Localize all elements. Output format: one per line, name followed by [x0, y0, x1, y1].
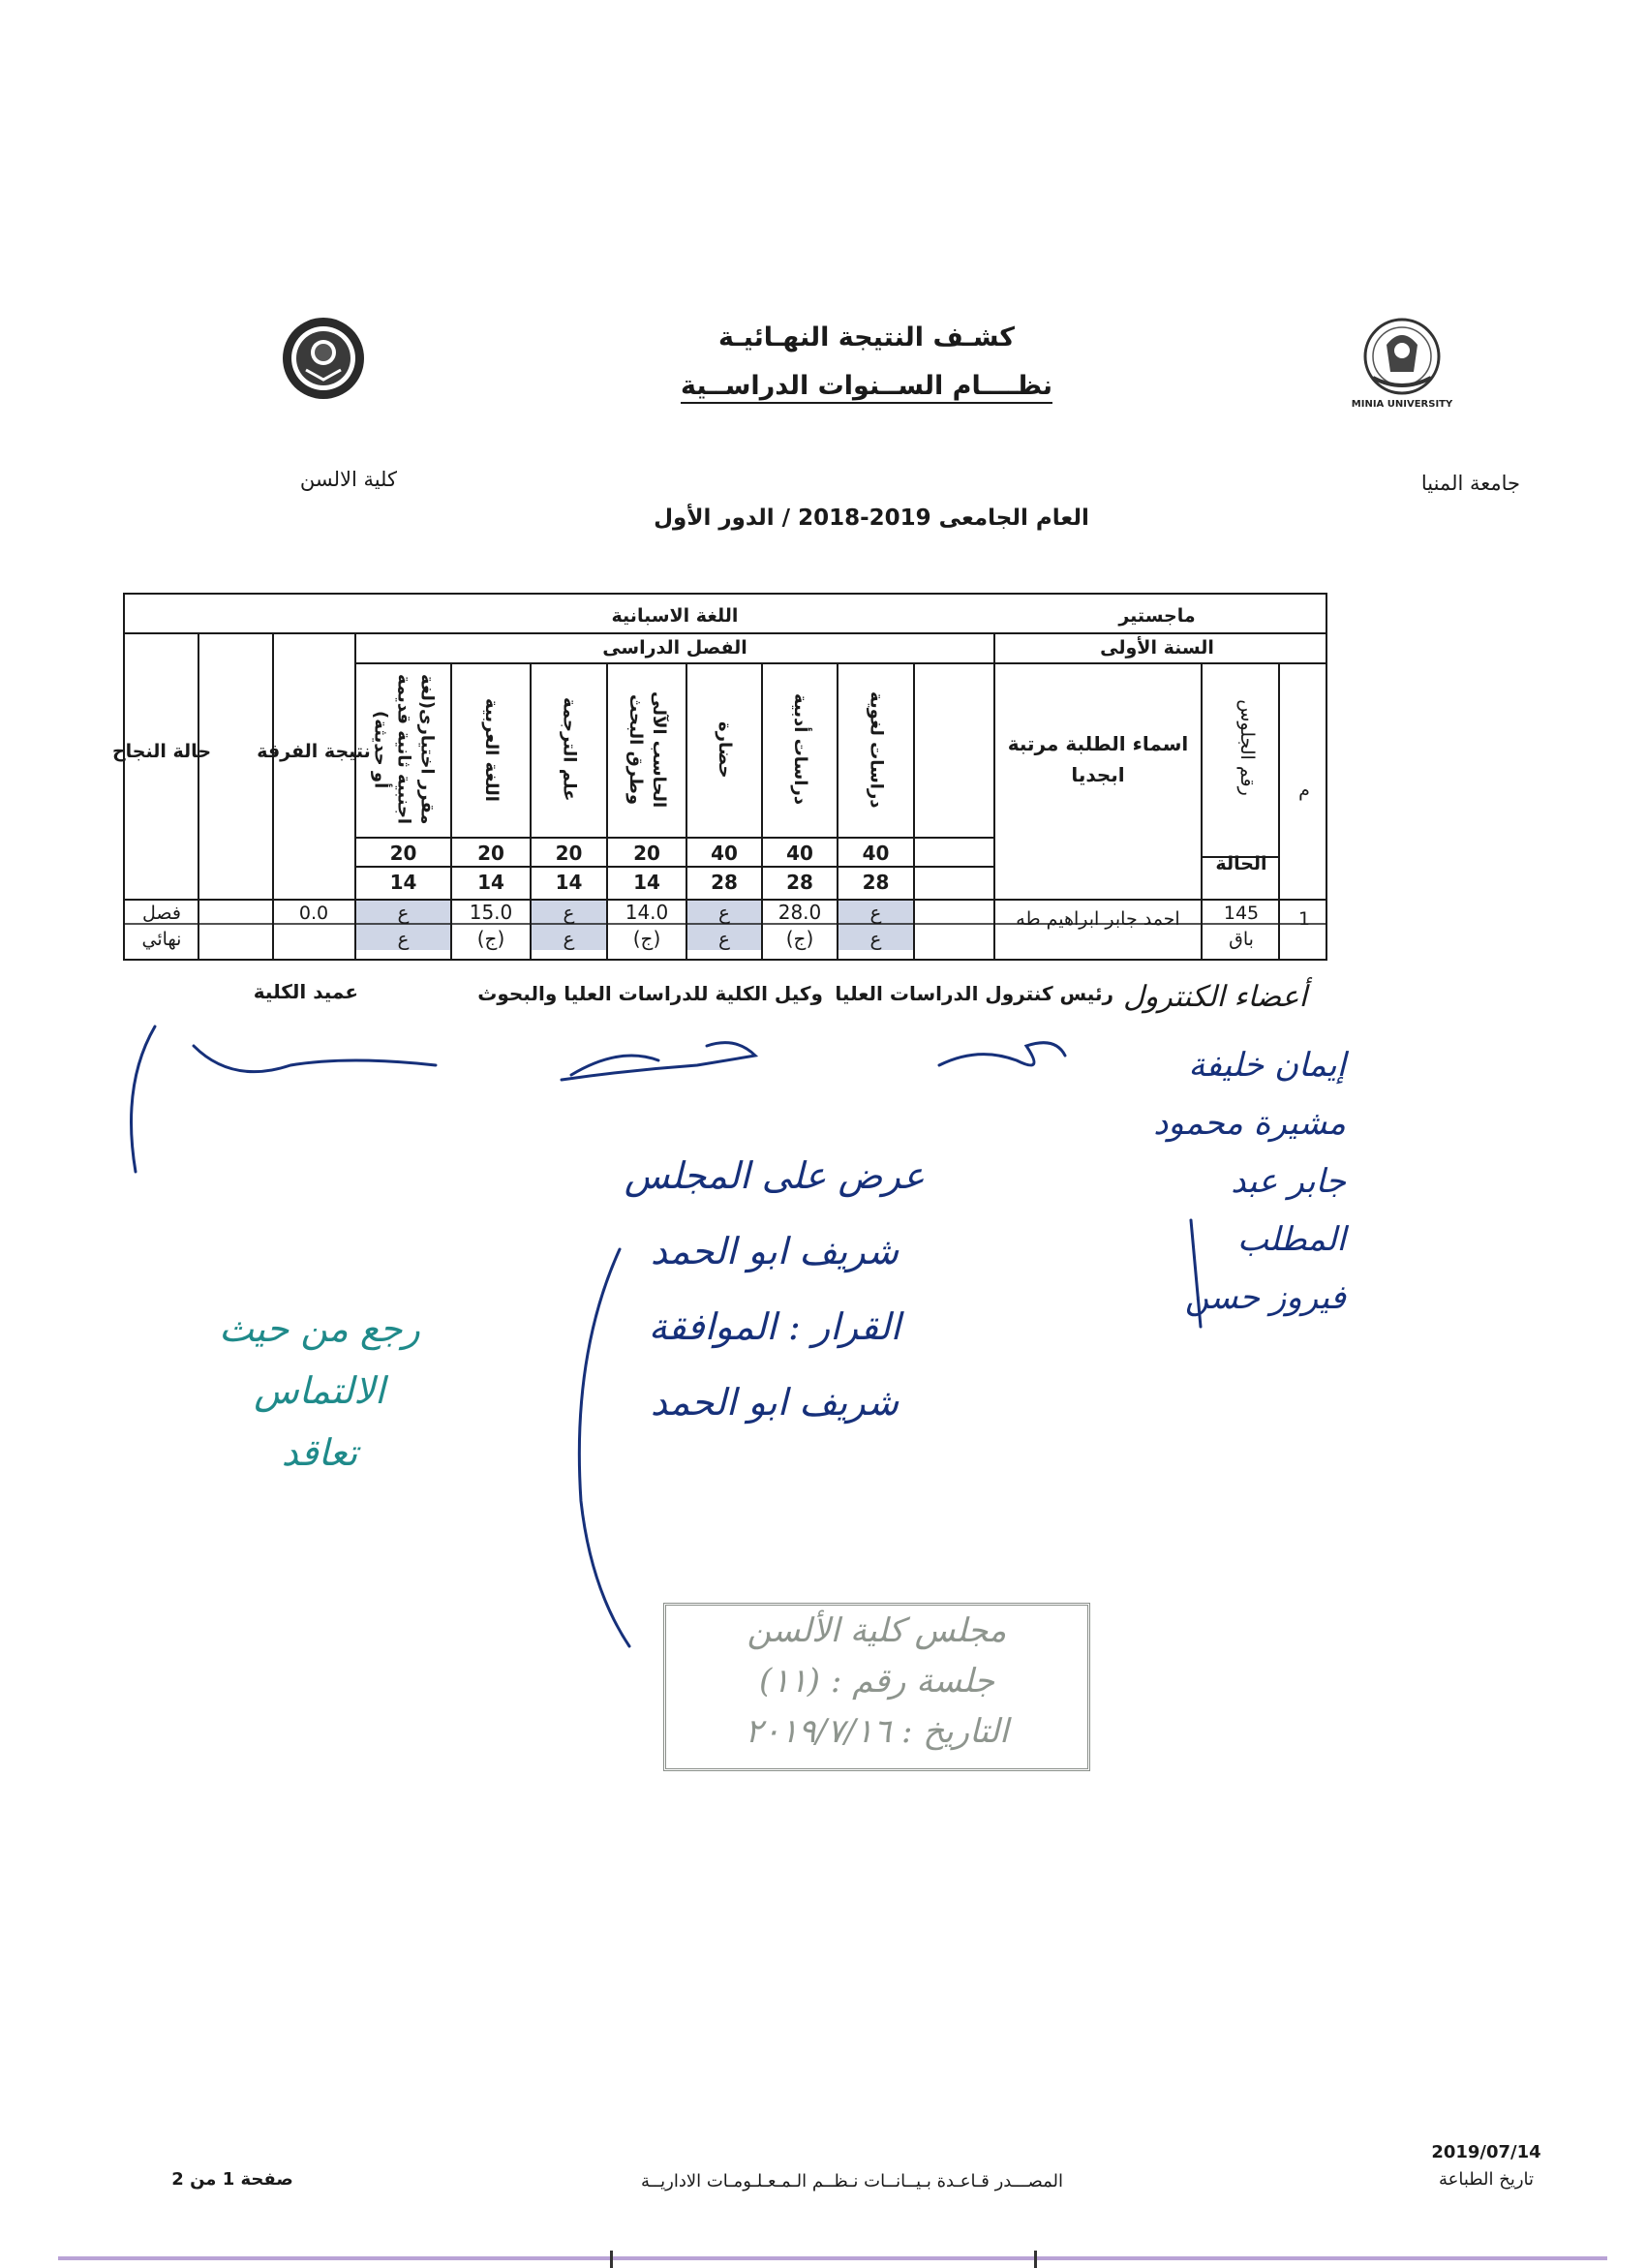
subject-min: 14 — [555, 871, 583, 894]
stamp-line: جلسة رقم : (١١) — [758, 1662, 995, 1701]
subject-min: 28 — [711, 871, 738, 894]
subject-max: 40 — [711, 842, 738, 865]
subject-score: ع — [718, 901, 730, 924]
subject-grade: (ج) — [632, 927, 661, 950]
department-label: اللغة الاسبانية — [611, 605, 739, 627]
col-index: م — [1298, 780, 1310, 801]
program-label: ماجستير — [1118, 605, 1196, 627]
student-seat: 145 — [1223, 903, 1260, 924]
handwritten-name: فيروز حسن — [1184, 1278, 1346, 1317]
dean-label: عميد الكلية — [253, 980, 358, 1003]
subject-header: دراسات لغوية — [866, 690, 887, 809]
handwritten-name: مشيرة محمود — [1153, 1104, 1346, 1143]
academic-year: العام الجامعى 2019-2018 / الدور الأول — [654, 506, 1089, 531]
handwritten-note: القرار : الموافقة — [648, 1305, 901, 1348]
col-pass-status: حالة النجاح — [111, 741, 212, 762]
print-date-label: تاريخ الطباعة — [1438, 2169, 1535, 2190]
committee-names — [1133, 1036, 1346, 1327]
council-stamp — [663, 1603, 1090, 1771]
subject-max: 40 — [786, 842, 813, 865]
handwritten-name: إيمان خليفة — [1188, 1046, 1346, 1085]
subject-max: 20 — [555, 842, 583, 865]
subject-score: ع — [397, 901, 410, 924]
left-notes — [165, 1298, 474, 1484]
university-logo-caption: MINIA UNIVERSITY — [1351, 399, 1453, 410]
student-pass-status-1: فصل — [142, 903, 181, 924]
subject-header: اللغة العربية — [481, 697, 502, 802]
subject-min: 14 — [389, 871, 417, 894]
handwritten-note: شريف ابو الحمد — [650, 1230, 899, 1272]
page-border-line — [58, 2256, 1607, 2260]
subject-score: 28.0 — [777, 901, 822, 924]
subject-max: 20 — [633, 842, 660, 865]
handwritten-note: الالتماس — [254, 1369, 385, 1412]
subject-grade: ع — [397, 927, 410, 950]
subject-min: 28 — [786, 871, 813, 894]
vice-dean-label: وكيل الكلية للدراسات العليا والبحوث — [477, 982, 823, 1005]
committee-label: أعضاء الكنترول — [1122, 980, 1307, 1014]
decision-notes — [610, 1138, 939, 1440]
handwritten-note: تعاقد — [281, 1431, 358, 1474]
subject-score: ع — [563, 901, 575, 924]
subject-grade: (ج) — [785, 927, 814, 950]
subject-score: 14.0 — [625, 901, 669, 924]
subject-max: 40 — [862, 842, 890, 865]
page-number: صفحة 1 من 2 — [171, 2169, 293, 2190]
subject-header: مقرر اختيارى(لغة اجنبية ثانية قديمة أو حديثة) — [370, 674, 438, 825]
university-name: جامعة المنيا — [1420, 472, 1520, 495]
control-head-label: رئيس كنترول الدراسات العليا — [835, 982, 1113, 1005]
col-names: اسماء الطلبة مرتبة ابجديا — [1007, 732, 1189, 786]
student-index: 1 — [1297, 908, 1311, 930]
col-class-result: نتيجة الفرقة — [257, 741, 371, 762]
col-status: الحالة — [1215, 853, 1267, 874]
handwritten-name: جابر عبد المطلب — [1231, 1162, 1346, 1259]
col-seat: رقم الجلوس — [1236, 699, 1258, 796]
year-label: السنة الأولى — [1100, 637, 1214, 659]
subject-header: حضارة — [715, 720, 735, 779]
scan-mark — [1034, 2251, 1037, 2268]
subject-header: دراسات أدبية — [790, 693, 810, 806]
subject-grade: ع — [563, 927, 575, 950]
print-date: 2019/07/14 — [1431, 2142, 1541, 2162]
page-title: كشـف النتيجة النهـائيـة — [717, 322, 1016, 352]
student-status: باق — [1229, 929, 1254, 950]
page-subtitle: نظــــام الســنوات الدراســية — [681, 371, 1052, 401]
student-name: احمد جابر ابراهيم طه — [1016, 908, 1180, 930]
handwritten-note: شريف ابو الحمد — [650, 1381, 899, 1424]
faculty-name: كلية الالسن — [299, 468, 397, 491]
subject-grade: ع — [869, 927, 882, 950]
scan-mark — [610, 2251, 613, 2268]
subject-min: 14 — [477, 871, 504, 894]
subject-score: ع — [869, 901, 882, 924]
data-source: المصـــدر قـاعـدة بـيــانــات نـظــم الـمـعـلـومـات الاداريــة — [640, 2171, 1064, 2191]
stamp-line: مجلس كلية الألسن — [747, 1611, 1007, 1650]
handwritten-note: رجع من حيث — [219, 1307, 420, 1350]
subject-header: الحاسب الآلى وطرق البحث — [625, 690, 669, 809]
semester-label: الفصل الدراسى — [602, 637, 747, 659]
student-pass-status-2: نهائي — [141, 929, 182, 950]
student-class-result: 0.0 — [298, 903, 329, 924]
subject-min: 14 — [633, 871, 660, 894]
subject-score: 15.0 — [469, 901, 513, 924]
subject-grade: ع — [718, 927, 730, 950]
stamp-line: التاريخ : ٢٠١٩/٧/١٦ — [745, 1712, 1009, 1751]
subject-max: 20 — [477, 842, 504, 865]
subject-grade: (ج) — [476, 927, 505, 950]
subject-header: علم الترجمة — [559, 697, 580, 802]
handwritten-note: عرض على المجلس — [624, 1154, 926, 1197]
subject-max: 20 — [389, 842, 417, 865]
subject-min: 28 — [862, 871, 890, 894]
